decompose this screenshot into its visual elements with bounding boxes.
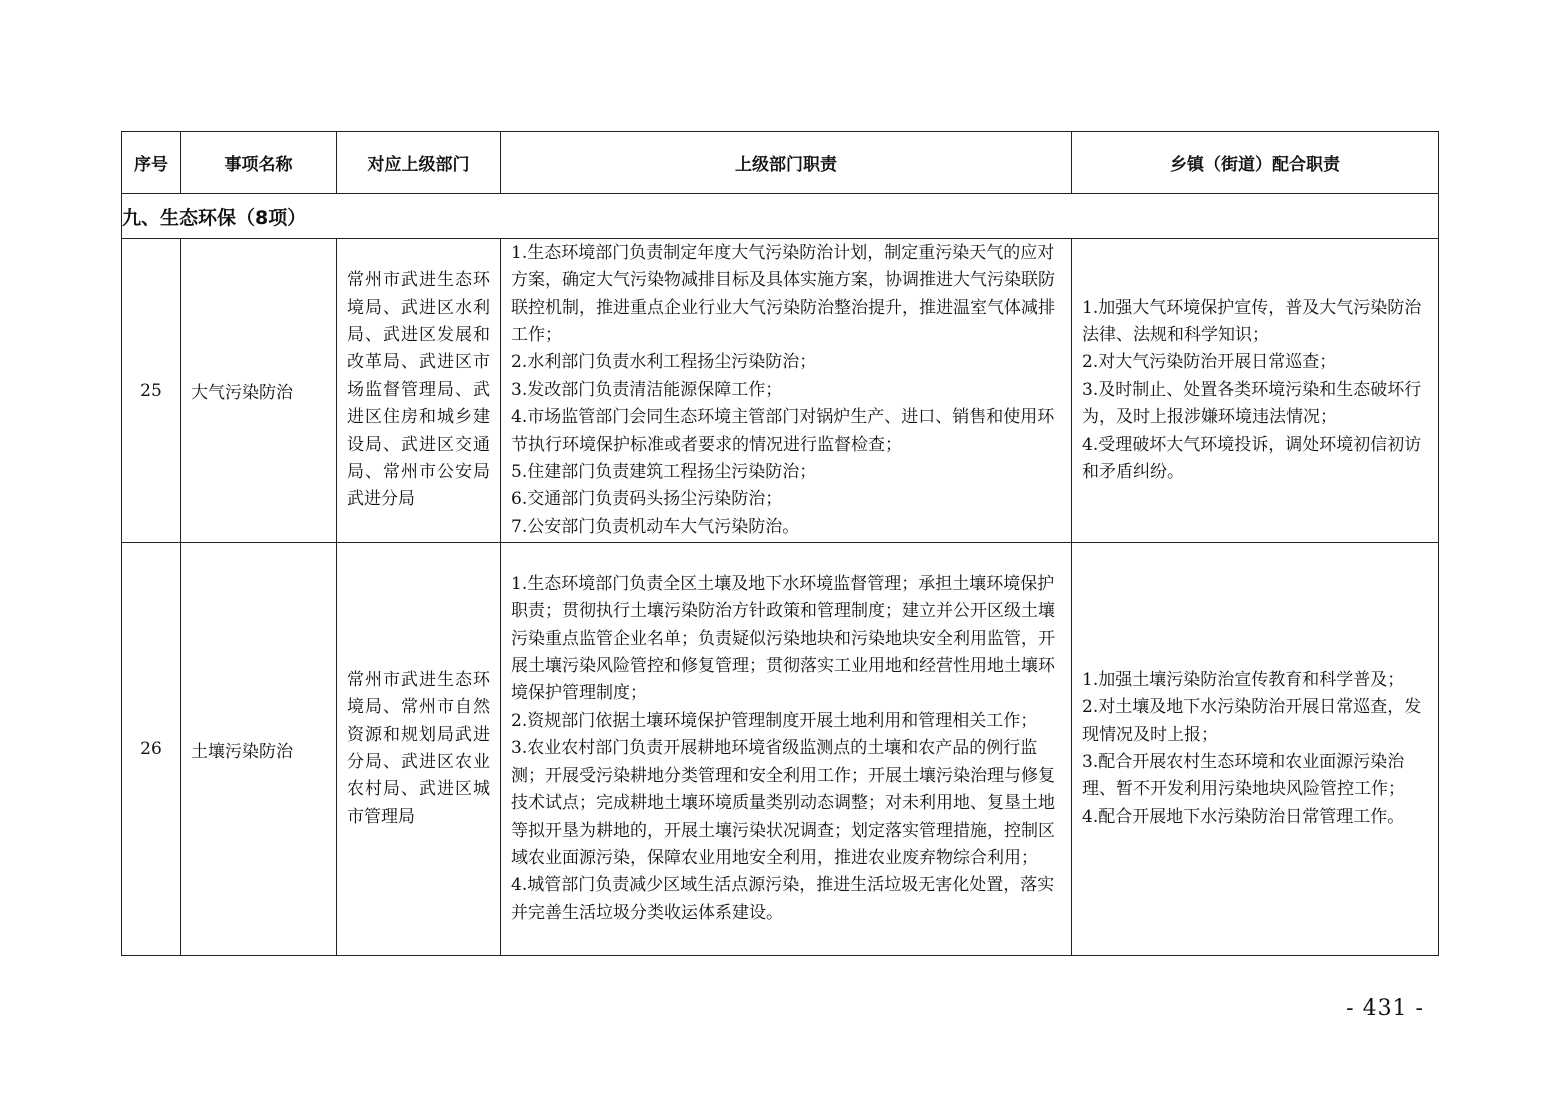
- row-number: 25: [122, 239, 181, 543]
- town-duties: [1072, 543, 1439, 956]
- coop-item: 1.加强大气环境保护宣传，普及大气污染防治法律、法规和科学知识；: [1082, 297, 1422, 345]
- header-superior-dept: 对应上级部门: [337, 132, 501, 194]
- row-number: 26: [122, 543, 181, 956]
- superior-dept: 常州市武进生态环境局、常州市自然资源和规划局武进分局、武进区农业农村局、武进区城市管理局: [337, 543, 501, 956]
- page-number: - 431 -: [1346, 996, 1424, 1021]
- coop-item: 1.加强土壤污染防治宣传教育和科学普及；: [1082, 669, 1405, 690]
- coop-item: 3.配合开展农村生态环境和农业面源污染治理、暂不开发利用污染地块风险管控工作；: [1082, 752, 1405, 800]
- duty-item: 4.市场监管部门会同生态环境主管部门对锅炉生产、进口、销售和使用环节执行环境保护标准或者要求的情况进行监督检查；: [511, 407, 1055, 455]
- town-duties: [1072, 239, 1439, 543]
- item-name: 大气污染防治: [181, 239, 337, 543]
- table-row: [122, 239, 1439, 543]
- coop-item: 2.对大气污染防治开展日常巡查；: [1082, 352, 1337, 373]
- duty-item: 3.农业农村部门负责开展耕地环境省级监测点的土壤和农产品的例行监测；开展受污染耕地分类管理和安全利用工作；开展土壤污染治理与修复技术试点；完成耕地土壤环境质量类别动态调整；对未利用地、复垦土地等拟开垦为耕地的，开展土壤污染状况调查；划定落实管理措施，控制区域农业面源污染，保障农业用地安全利用，推进农业废弃物综合利用；: [511, 738, 1055, 868]
- header-superior-duties: 上级部门职责: [501, 132, 1072, 194]
- coop-item: 2.对土壤及地下水污染防治开展日常巡查，发现情况及时上报；: [1082, 697, 1422, 745]
- duty-item: 4.城管部门负责减少区域生活点源污染，推进生活垃圾无害化处置，落实并完善生活垃圾分类收运体系建设。: [511, 875, 1055, 923]
- header-row: [122, 132, 1439, 194]
- duty-table: [121, 131, 1439, 956]
- duty-item: 1.生态环境部门负责全区土壤及地下水环境监督管理；承担土壤环境保护职责；贯彻执行土壤污染防治方针政策和管理制度；建立并公开区级土壤污染重点监管企业名单；负责疑似污染地块和污染地块安全利用监管，开展土壤污染风险管控和修复管理；贯彻落实工业用地和经营性用地土壤环境保护管理制度；: [511, 573, 1055, 704]
- duty-item: 1.生态环境部门负责制定年度大气污染防治计划，制定重污染天气的应对方案，确定大气污染物减排目标及具体实施方案，协调推进大气污染联防联控机制，推进重点企业行业大气污染防治整治提升，推进温室气体减排工作；: [511, 242, 1055, 345]
- duty-item: 7.公安部门负责机动车大气污染防治。: [511, 516, 800, 537]
- duty-item: 6.交通部门负责码头扬尘污染防治；: [511, 489, 783, 510]
- duty-item: 5.住建部门负责建筑工程扬尘污染防治；: [511, 462, 817, 483]
- duty-item: 2.资规部门依据土壤环境保护管理制度开展土地利用和管理相关工作；: [511, 710, 1038, 731]
- duty-item: 2.水利部门负责水利工程扬尘污染防治；: [511, 352, 817, 373]
- header-seq: 序号: [122, 132, 181, 194]
- table-row: [122, 543, 1439, 956]
- header-item-name: 事项名称: [181, 132, 337, 194]
- duty-item: 3.发改部门负责清洁能源保障工作；: [511, 379, 783, 400]
- header-town-duties: 乡镇（街道）配合职责: [1072, 132, 1439, 194]
- superior-duties: [501, 239, 1072, 543]
- section-title: 九、生态环保（8项）: [122, 194, 1439, 239]
- coop-item: 4.配合开展地下水污染防治日常管理工作。: [1082, 806, 1405, 827]
- item-name: 土壤污染防治: [181, 543, 337, 956]
- superior-duties: [501, 543, 1072, 956]
- superior-dept: 常州市武进生态环境局、武进区水利局、武进区发展和改革局、武进区市场监督管理局、武进区住房和城乡建设局、武进区交通局、常州市公安局武进分局: [337, 239, 501, 543]
- section-row: [122, 194, 1439, 239]
- coop-item: 3.及时制止、处置各类环境污染和生态破坏行为，及时上报涉嫌环境违法情况；: [1082, 379, 1422, 428]
- coop-item: 4.受理破坏大气环境投诉，调处环境初信初访和矛盾纠纷。: [1082, 434, 1422, 483]
